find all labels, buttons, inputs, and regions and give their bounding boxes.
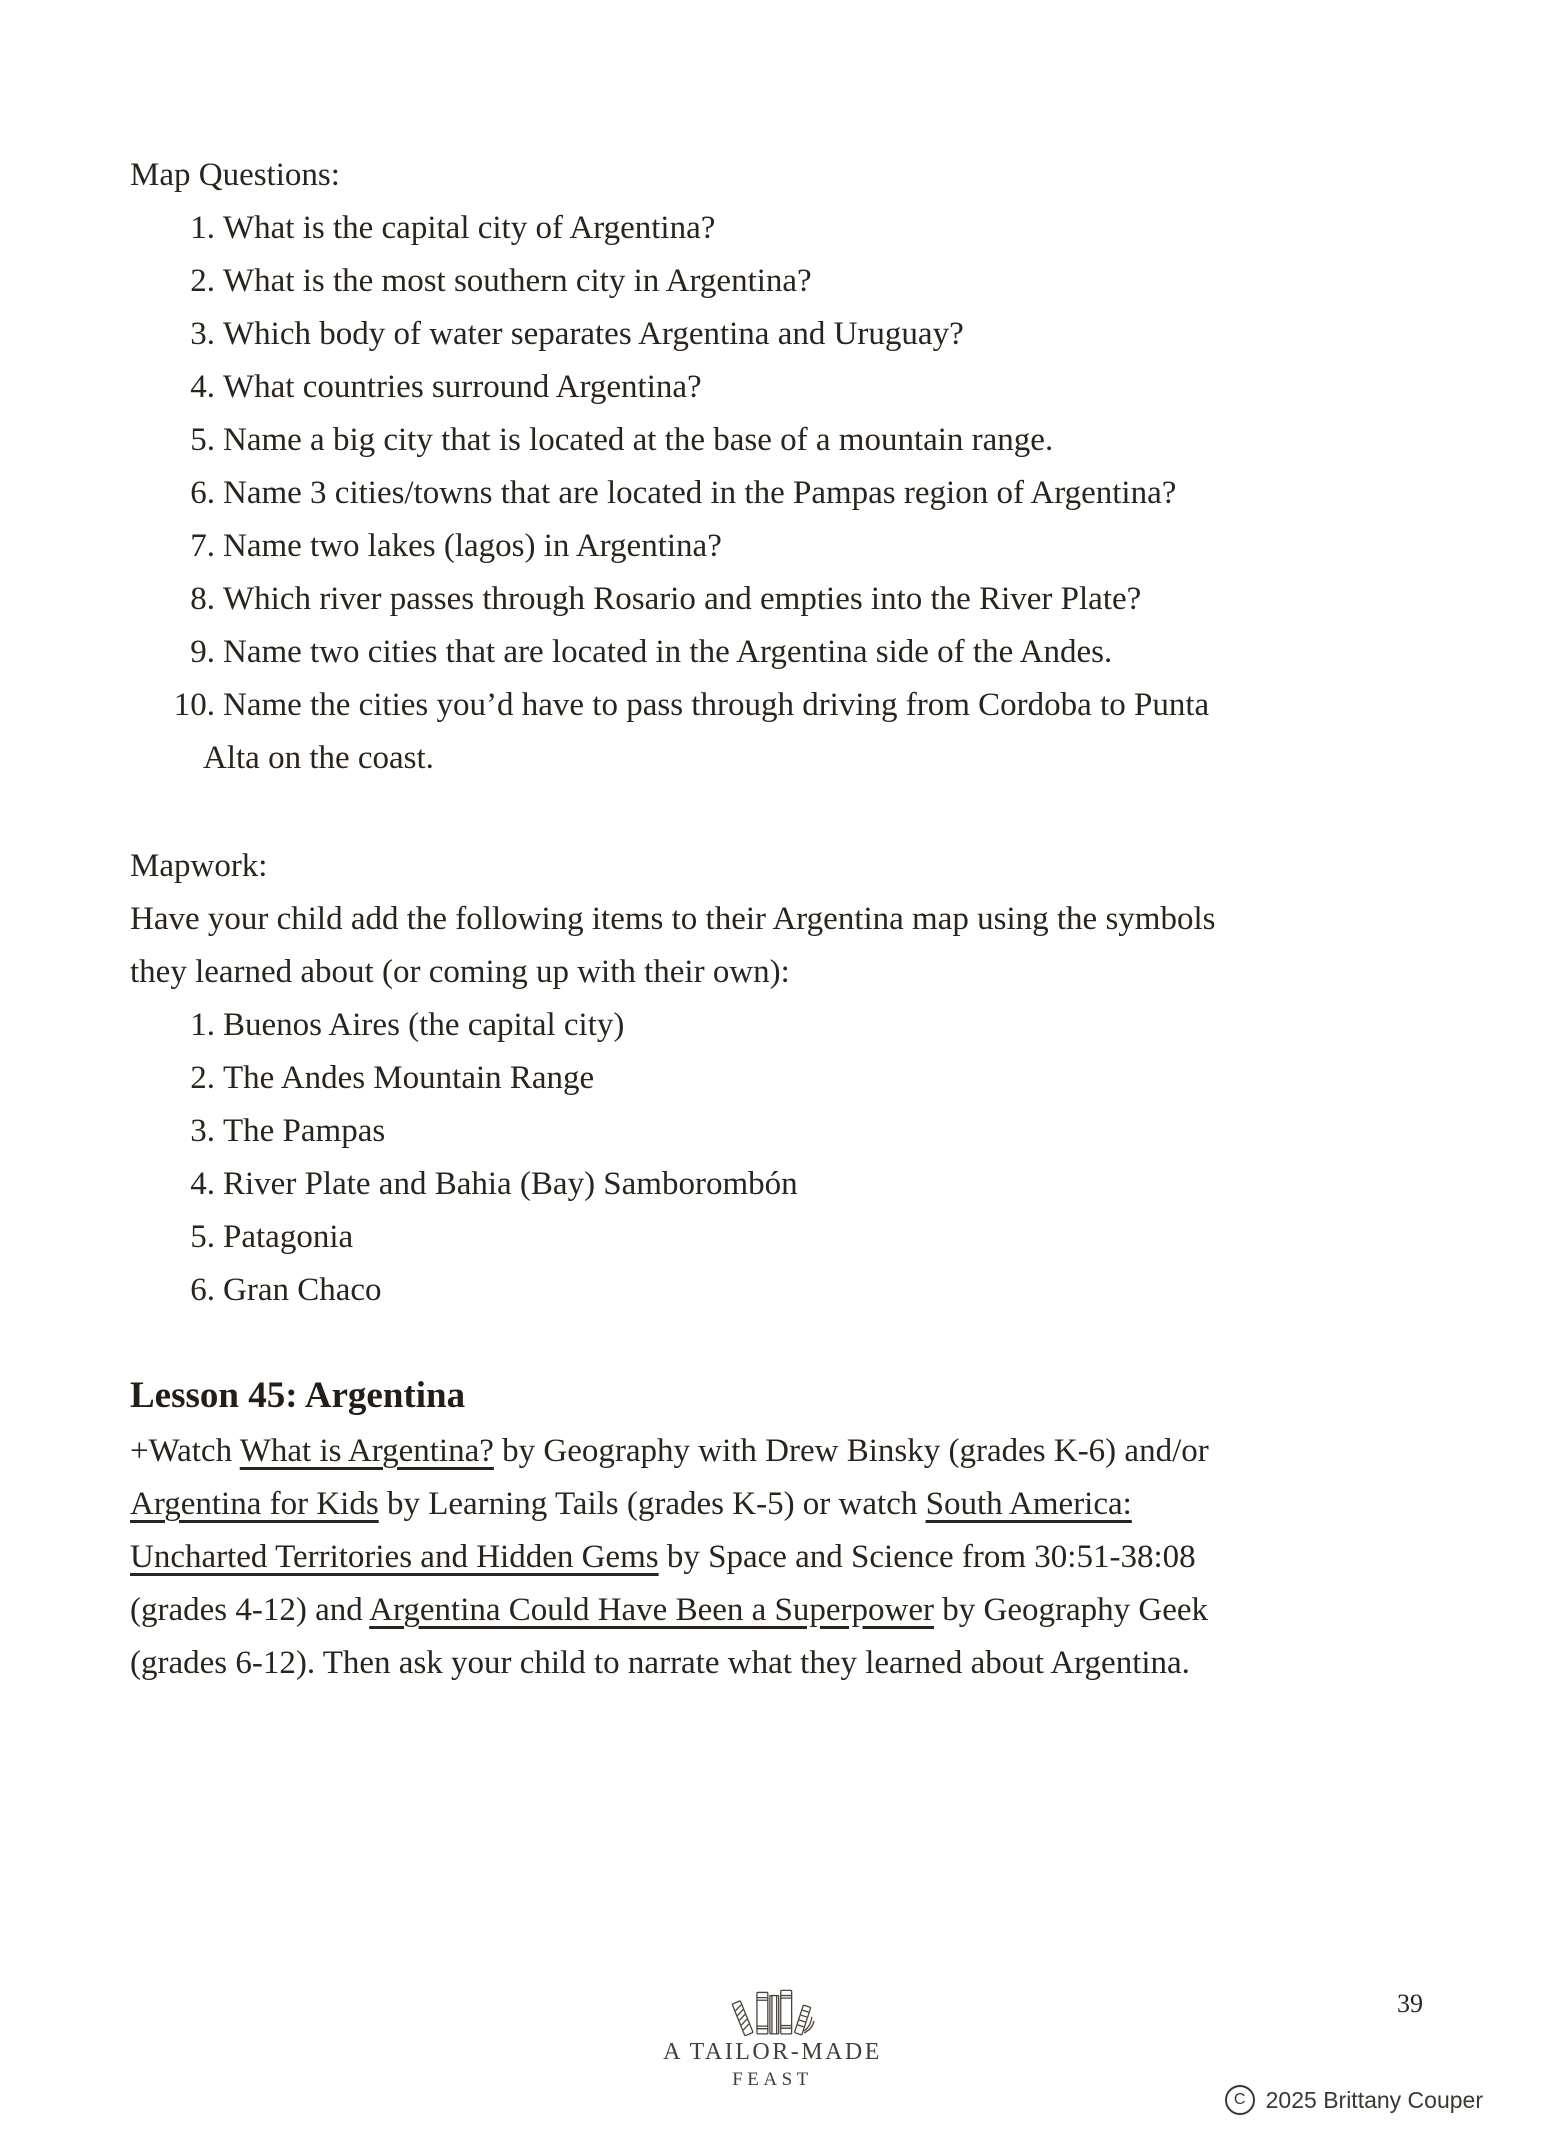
list-item	[130, 467, 1445, 520]
list-item	[130, 414, 1445, 467]
books-icon	[729, 1980, 817, 2037]
list-text: What countries surround Argentina?	[223, 369, 702, 405]
list-marker: 7.	[190, 528, 215, 564]
lesson-paragraph-line	[130, 1584, 1445, 1637]
list-item	[130, 1158, 1445, 1211]
list-text: Name the cities you’d have to pass through driving from Cordoba to Punta	[223, 687, 1210, 723]
list-marker: 2.	[190, 263, 215, 299]
list-marker: 2.	[190, 1060, 215, 1096]
document-page	[0, 149, 1545, 2149]
list-marker: 8.	[190, 581, 215, 617]
logo-text-line1: A TAILOR-MADE	[663, 2039, 882, 2065]
list-item-continuation: Alta on the coast.	[203, 740, 434, 776]
list-marker: 6.	[190, 1272, 215, 1308]
list-text: What is the capital city of Argentina?	[223, 210, 716, 246]
text-segment: (grades 6-12). Then ask your child to narrate what they learned about Argentina.	[130, 1645, 1190, 1681]
list-text: Patagonia	[223, 1219, 354, 1255]
mapwork-intro-line: they learned about (or coming up with their own):	[130, 954, 790, 990]
list-item	[130, 679, 1445, 732]
text-segment: +Watch	[130, 1433, 240, 1469]
text-segment: by Learning Tails (grades K-5) or watch	[378, 1486, 926, 1522]
list-item	[130, 255, 1445, 308]
list-marker: 3.	[190, 316, 215, 352]
list-text: Gran Chaco	[223, 1272, 382, 1308]
list-item	[130, 520, 1445, 573]
mapwork-intro-line: Have your child add the following items to their Argentina map using the symbols	[130, 901, 1216, 937]
text-segment: by Geography with Drew Binsky (grades K-6) and/or	[493, 1433, 1209, 1469]
list-marker: 4.	[190, 1166, 215, 1202]
text-segment: (grades 4-12) and	[130, 1592, 370, 1628]
map-questions-list	[130, 202, 1445, 785]
list-item	[130, 202, 1445, 255]
list-text: The Pampas	[223, 1113, 386, 1149]
list-text: Name two lakes (lagos) in Argentina?	[223, 528, 722, 564]
list-marker: 5.	[190, 422, 215, 458]
map-questions-heading: Map Questions:	[130, 157, 340, 193]
list-marker: 6.	[190, 475, 215, 511]
copyright-line	[1225, 2085, 1483, 2115]
copyright-text: 2025 Brittany Couper	[1265, 2086, 1483, 2113]
lesson-paragraph-line	[130, 1425, 1445, 1478]
publisher-logo	[603, 1980, 943, 2091]
list-marker: 1.	[190, 210, 215, 246]
list-item	[130, 626, 1445, 679]
list-item	[130, 308, 1445, 361]
list-marker: 9.	[190, 634, 215, 670]
text-segment: by Geography Geek	[934, 1592, 1208, 1628]
mapwork-list	[130, 999, 1445, 1317]
logo-text-line2: FEAST	[732, 2069, 813, 2090]
page-number: 39	[1397, 1989, 1423, 2018]
list-item	[130, 1052, 1445, 1105]
mapwork-heading: Mapwork:	[130, 848, 268, 884]
lesson-heading: Lesson 45: Argentina	[130, 1375, 466, 1416]
list-text: Buenos Aires (the capital city)	[223, 1007, 625, 1043]
list-text: Which body of water separates Argentina and Uruguay?	[223, 316, 964, 352]
list-marker: 1.	[190, 1007, 215, 1043]
copyright-icon: C	[1225, 2085, 1255, 2115]
link-what-is-argentina[interactable]: What is Argentina?	[239, 1433, 494, 1469]
lesson-paragraph-line	[130, 1478, 1445, 1531]
list-marker: 4.	[190, 369, 215, 405]
list-item	[130, 999, 1445, 1052]
list-marker: 5.	[190, 1219, 215, 1255]
list-item	[130, 573, 1445, 626]
list-text: River Plate and Bahia (Bay) Samborombón	[223, 1166, 798, 1202]
link-argentina-superpower[interactable]: Argentina Could Have Been a Superpower	[369, 1592, 934, 1628]
list-marker: 10.	[173, 687, 215, 723]
list-text: Name a big city that is located at the base of a mountain range.	[223, 422, 1054, 458]
list-text: The Andes Mountain Range	[223, 1060, 595, 1096]
list-marker: 3.	[190, 1113, 215, 1149]
text-segment: by Space and Science from 30:51-38:08	[658, 1539, 1196, 1575]
list-item	[130, 1264, 1445, 1317]
list-text: Which river passes through Rosario and empties into the River Plate?	[223, 581, 1142, 617]
list-item	[130, 1211, 1445, 1264]
link-argentina-for-kids[interactable]: Argentina for Kids	[130, 1486, 379, 1522]
list-item	[130, 1105, 1445, 1158]
lesson-paragraph-line	[130, 1637, 1445, 1690]
list-item	[130, 361, 1445, 414]
list-text: Name 3 cities/towns that are located in the Pampas region of Argentina?	[223, 475, 1177, 511]
page-content	[130, 149, 1445, 1690]
lesson-paragraph-line	[130, 1531, 1445, 1584]
link-south-america[interactable]: South America:	[925, 1486, 1132, 1522]
list-text: Name two cities that are located in the Argentina side of the Andes.	[223, 634, 1113, 670]
list-text: What is the most southern city in Argentina?	[223, 263, 812, 299]
link-uncharted-territories[interactable]: Uncharted Territories and Hidden Gems	[130, 1539, 659, 1575]
